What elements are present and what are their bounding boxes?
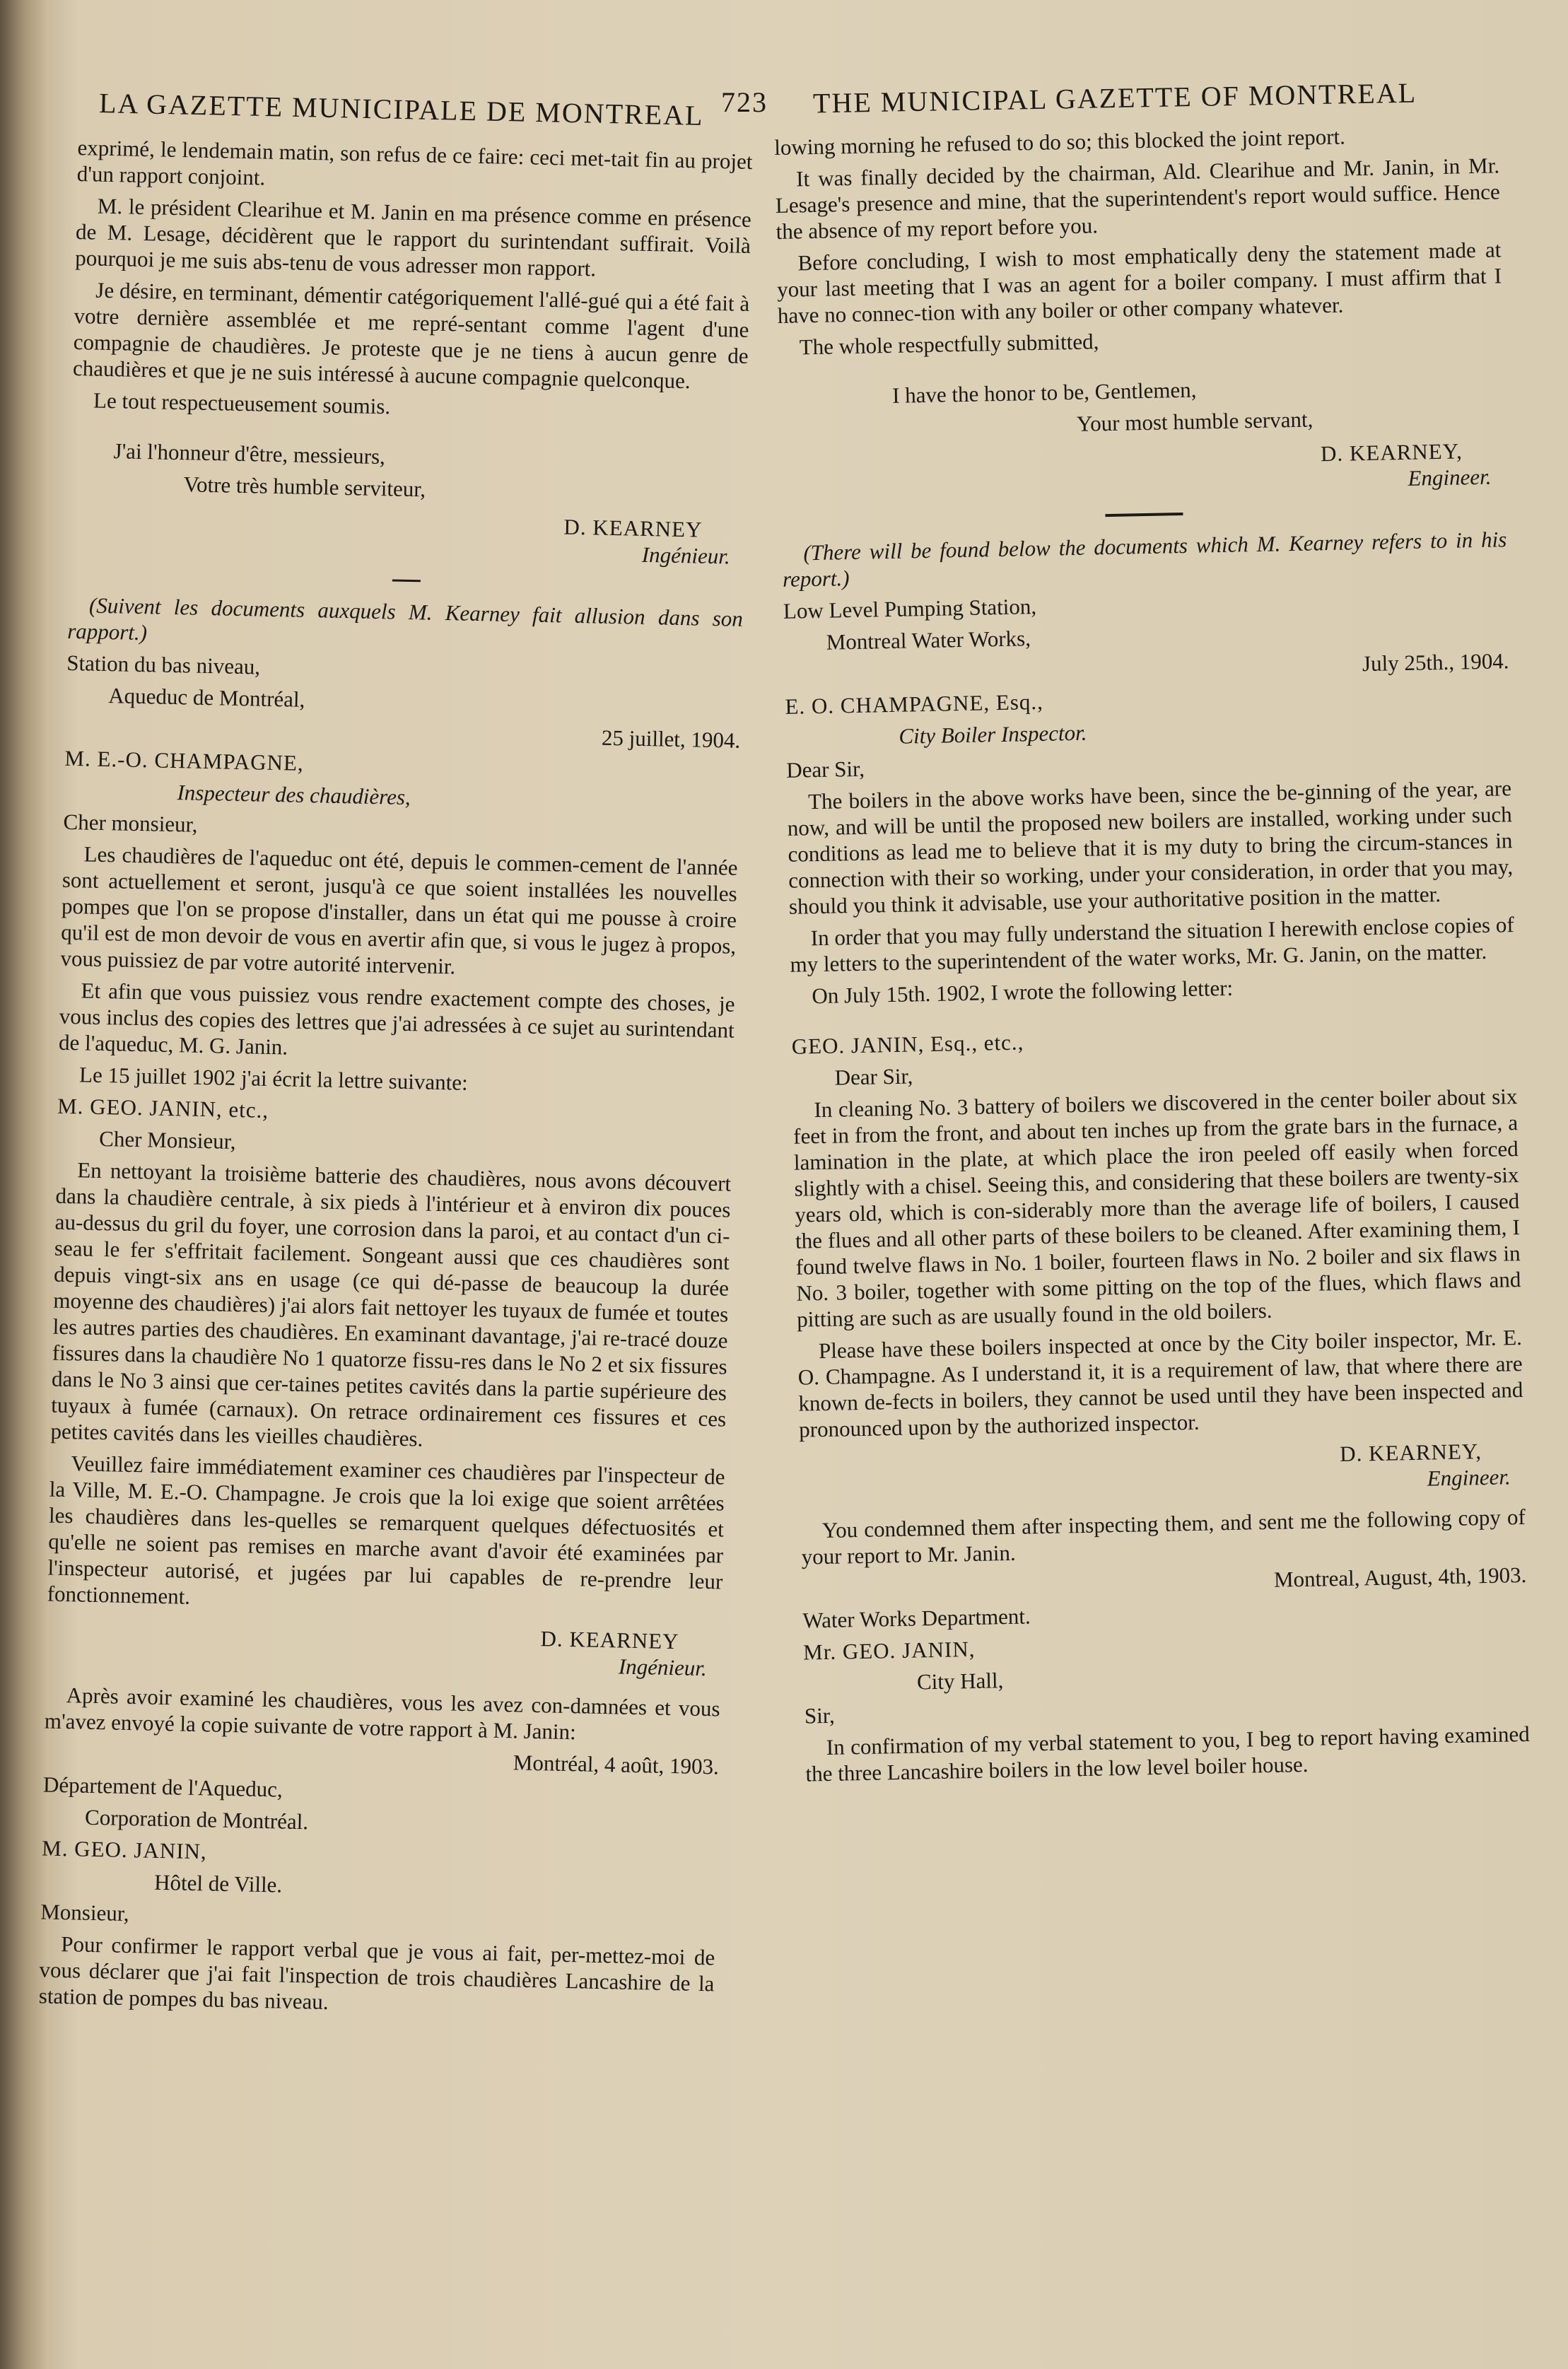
paragraph: You condemned them after inspecting them, and sent me the following copy of your report to Mr. Janin. [801, 1504, 1526, 1569]
salutation: Cher Monsieur, [98, 1125, 236, 1154]
paragraph: Please have these boilers inspected at once by the City boiler inspector, Mr. E. O. Champagne. As I understand it, it is a requirement of law, that where there are known de-fects in boilers, they cannot be used until they have been inspected and pronounced upon by the authorized inspector. [797, 1325, 1523, 1442]
recipient-name: Mr. GEO. JANIN, [802, 1636, 976, 1665]
paragraph: Je désire, en terminant, démentir catégoriquement l'allé-gué qui a été fait à votre dernière assemblée et me repré-sentant comme l'agent d'une compagnie de chaudières. Je proteste que je ne tiens à aucun genre de chaudières et que je ne suis intéressé à aucune compagnie quelconque. [72, 277, 750, 394]
signature-role: Engineer. [1427, 1464, 1511, 1491]
paragraph: exprimé, le lendemain matin, son refus de ce faire: ceci met-tait fin au projet d'un rapport conjoint. [76, 134, 753, 190]
department-line: Water Works Department. [802, 1603, 1031, 1633]
header-english-title: THE MUNICIPAL GAZETTE OF MONTREAL [812, 76, 1417, 119]
department-line: Département de l'Aqueduc, [42, 1772, 283, 1802]
recipient-name: M. E.-O. CHAMPAGNE, [64, 745, 305, 776]
paragraph: Pour confirmer le rapport verbal que je vous ai fait, per-mettez-moi de vous déclarer que j'ai fait l'inspection de trois chaudières Lancashire de la station de pompes du bas niveau. [38, 1931, 715, 2015]
closing-line: J'ai l'honneur d'être, messieurs, [113, 438, 386, 469]
paragraph: The whole respectfully submitted, [799, 329, 1099, 360]
recipient-role: Inspecteur des chaudières, [177, 780, 411, 810]
recipient-name: GEO. JANIN, Esq., etc., [791, 1029, 1024, 1059]
paragraph: En nettoyant la troisième batterie des chaudières, nous avons découvert dans la chaudière centrale, à six pieds à l'intérieur et à environ dix pouces au-dessus du gril du foyer, une corrosion dans la paroi, et au contact d'un ci-seau le fer s'effritait facilement. Songeant aussi que ces chaudières sont depuis vingt-six ans en usage (ce qui dé-passe de beaucoup la durée moyenne des chaudières) j'ai alors fait nettoyer les tuyaux de fumée et toutes les autres parties des chaudières. En examinant davantage, j'ai re-tracé douze fissures dans la chaudière No 1 quatorze fissu-res dans le No 2 et six fissures dans le No 3 ainsi que cer-taines petites cavités dans la partie supérieure des tuyaux à fumée (carnaux). On retrace ordinairement ces fissures et ces petites cavités dans les vieilles chaudières. [50, 1157, 732, 1451]
recipient-name: M. GEO. JANIN, [41, 1835, 208, 1864]
address-line: Low Level Pumping Station, [783, 594, 1037, 624]
address-line: Aqueduc de Montréal, [108, 683, 305, 712]
signature-role: Ingénieur. [618, 1654, 708, 1681]
salutation: Dear Sir, [834, 1063, 913, 1090]
signature: D. KEARNEY [563, 514, 703, 542]
header-french-title: LA GAZETTE MUNICIPALE DE MONTREAL [98, 87, 704, 131]
recipient-name: E. O. CHAMPAGNE, Esq., [785, 689, 1044, 719]
section-divider [392, 579, 420, 582]
page-number: 723 [721, 86, 768, 118]
paragraph: Après avoir examiné les chaudières, vous les avez con-damnées et vous m'avez envoyé la copie suivante de votre rapport à M. Janin: [44, 1683, 720, 1745]
paragraph: Veuillez faire immédiatement examiner ces chaudières par l'inspecteur de la Ville, M. E.-O. Champagne. Je crois que la loi exige que soient arrêtées les chaudières dans les-quelles se remarquent quelques défectuosités et qu'elle ne soient pas remises en marche avant d'avoir été examinées par l'inspecteur autorisé, et jugées par lui capables de re-prendre leur fonctionnement. [47, 1451, 725, 1609]
closing-line: I have the honor to be, Gentlemen, [891, 377, 1197, 408]
letter-date: Montréal, 4 août, 1903. [513, 1750, 720, 1779]
paragraph: Et afin que vous puissiez vous rendre exactement compte des choses, je vous inclus des copies des lettres que j'ai adressées à ce sujet au surintendant de l'aqueduc, M. G. Janin. [58, 978, 735, 1060]
recipient-address: Hôtel de Ville. [153, 1869, 283, 1897]
signature: D. KEARNEY [540, 1626, 679, 1654]
paragraph: Le 15 juillet 1902 j'ai écrit la lettre suivante: [78, 1062, 469, 1095]
salutation: Monsieur, [40, 1899, 130, 1926]
paragraph: The boilers in the above works have been, since the be-ginning of the year, are now, and will be until the proposed new boilers are installed, working under such conditions as lead me to believe that it is my duty to bring the circum-stances in connection with their so working, under your consideration, in order that you may, should you think it advisable, use your authoritative position in the matter. [787, 776, 1514, 919]
salutation: Cher monsieur, [63, 809, 198, 837]
signature: D. KEARNEY, [1320, 438, 1463, 467]
letter-date: 25 juillet, 1904. [601, 725, 741, 753]
salutation: Dear Sir, [785, 756, 865, 783]
paragraph: It was finally decided by the chairman, Ald. Clearihue and Mr. Janin, in Mr. Lesage's presence and mine, that the superintendent's report would suffice. Hence the absence of my report before you. [775, 153, 1501, 244]
paragraph: lowing morning he refused to do so; this blocked the joint report. [774, 124, 1346, 160]
recipient-name: M. GEO. JANIN, etc., [57, 1093, 269, 1123]
signature-role: Ingénieur. [641, 542, 731, 569]
department-line: Corporation de Montréal. [84, 1804, 309, 1835]
letter-date: Montreal, August, 4th, 1903. [1273, 1562, 1527, 1592]
page-header [98, 76, 1442, 131]
paragraph: In order that you may fully understand the situation I herewith enclose copies of my letters to the superintendent of the water works, Mr. G. Janin, on the matter. [790, 912, 1514, 977]
paragraph: Le tout respectueusement soumis. [93, 387, 391, 419]
closing-line: Your most humble servant, [1076, 406, 1314, 436]
paragraph: Les chaudières de l'aqueduc ont été, depuis le commen-cement de l'année sont actuellement et seront, jusqu'à ce que soient installées les nouvelles pompes que l'on se propose d'installer, dans un état qui me pousse à croire qu'il est de mon devoir de vous en avertir afin que, si vous le jugez à propos, vous puissiez de par votre autorité intervenir. [60, 841, 738, 979]
french-column [38, 134, 752, 2028]
paragraph: M. le président Clearihue et M. Janin en ma présence comme en présence de M. Lesage, décidèrent que le rapport du surintendant suffirait. Voilà pourquoi je me suis abs-tenu de vous adresser mon rapport. [74, 193, 752, 281]
paragraph: In cleaning No. 3 battery of boilers we discovered in the center boiler about six feet in from the front, and about ten inches up from the grate bars in the furnace, a lamination in the plate, at which place the iron peeled off easily when forced slightly with a chisel. Seeing this, and considering that these boilers are twenty-six years old, which is con-siderably more than the average life of boilers, I caused the flues and all other parts of these boilers to be cleaned. After examining them, I found twelve flaws in No. 1 boiler, fourteen flaws in No. 2 boiler and six flaws in No. 3 boiler, together with some pitting on the top of the flues, which flaws and pitting are such as are usually found in the old boilers. [792, 1084, 1521, 1332]
address-line: Montreal Water Works, [826, 626, 1031, 655]
letter-date: July 25th., 1904. [1362, 648, 1509, 677]
editorial-note: (Suivent les documents auxquels M. Kearney fait allusion dans son rapport.) [66, 592, 744, 645]
paragraph: Before concluding, I wish to most emphatically deny the statement made at your last meeting that I was an agent for a boiler company. I must affirm that I have no connec-tion with any boiler or other company whatever. [776, 237, 1502, 328]
recipient-address: City Hall, [916, 1668, 1004, 1695]
paragraph: On July 15th. 1902, I wrote the following letter: [812, 975, 1234, 1009]
address-line: Station du bas niveau, [66, 650, 261, 679]
recipient-role: City Boiler Inspector. [899, 720, 1087, 749]
english-column [774, 120, 1531, 1792]
signature-role: Engineer. [1408, 464, 1492, 491]
salutation: Sir, [804, 1702, 835, 1729]
closing-line: Votre très humble serviteur, [183, 472, 426, 502]
section-divider [1105, 513, 1183, 517]
paragraph: In confirmation of my verbal statement to you, I beg to report having examined the three Lancashire boilers in the low level boiler house. [805, 1721, 1530, 1786]
editorial-note: (There will be found below the documents which M. Kearney refers to in his report.) [782, 527, 1507, 592]
signature: D. KEARNEY, [1339, 1439, 1482, 1466]
